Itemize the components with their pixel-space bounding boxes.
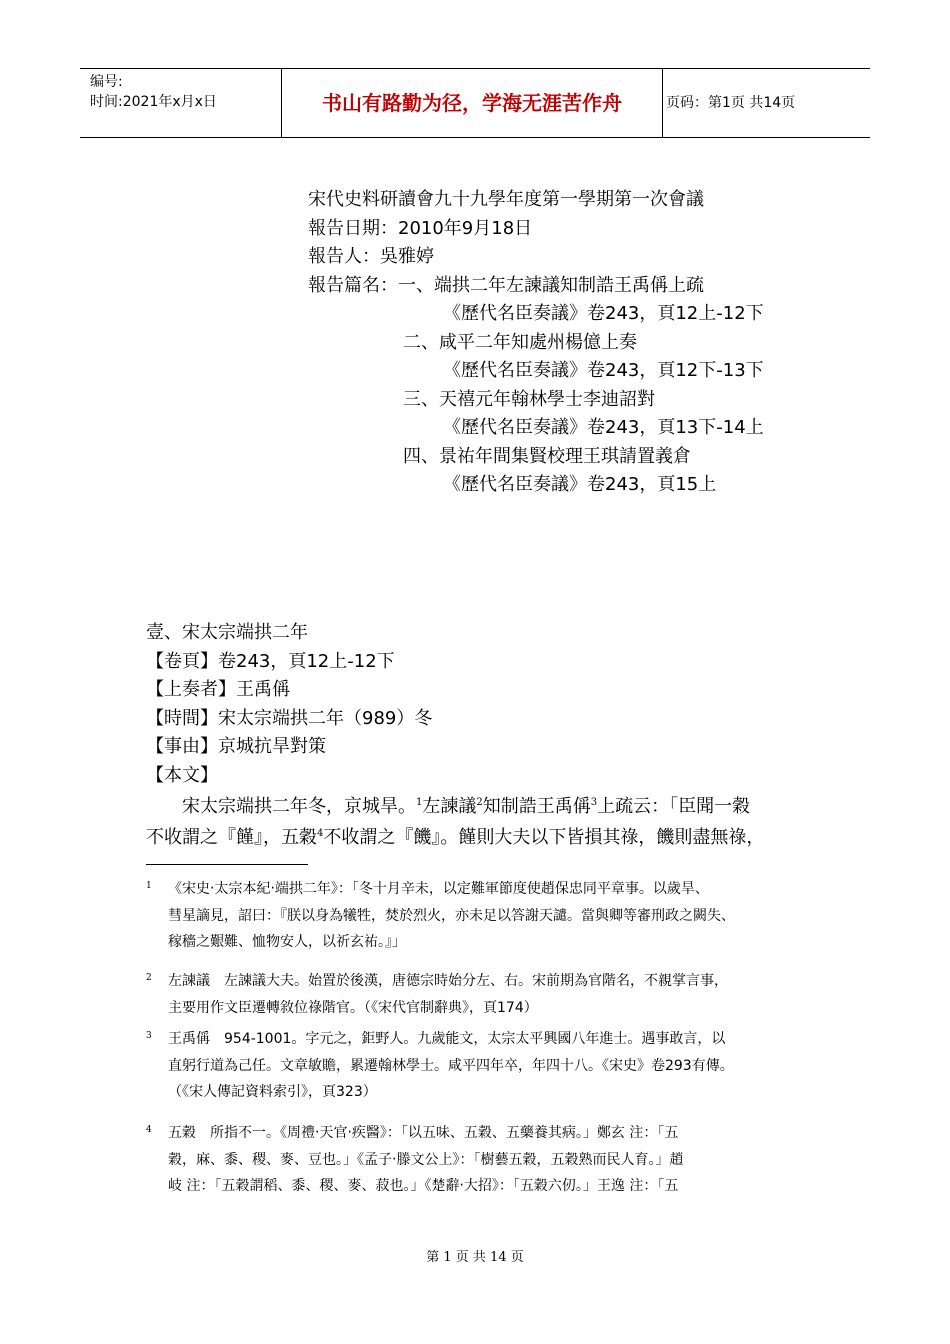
footnote xyxy=(146,968,826,1021)
footnote-line: 左諫議 左諫議大夫。始置於後漢，唐德宗時始分左、右。宋前期為官階名，不親掌言事， xyxy=(168,973,728,989)
report-date: 報告日期：2010年9月18日 xyxy=(308,217,533,239)
section-time: 【時間】宋太宗端拱二年（989）冬 xyxy=(146,707,433,729)
section-juan: 【卷頁】卷243，頁12上-12下 xyxy=(146,650,395,672)
article-title: 二、咸平二年知處州楊億上奏 xyxy=(403,331,637,353)
footnote xyxy=(146,1120,826,1200)
section-author: 【上奏者】王禹偁 xyxy=(146,679,290,700)
body-text xyxy=(146,791,826,853)
footnote-line: 彗星謫見，詔曰：『朕以身為犧牲，焚於烈火，亦未足以答謝天譴。當與卿等審刑政之闕失、 xyxy=(168,907,735,924)
article-title: 三、天禧元年翰林學士李迪詔對 xyxy=(403,388,655,410)
footnote-separator xyxy=(146,864,308,865)
footnote-number: 4 xyxy=(146,1125,152,1135)
footnote xyxy=(146,876,826,956)
body-line: 不收謂之『饉』，五穀$^4$不收謂之『饑』。饉則大夫以下皆損其祿，饑則盡無祿， xyxy=(146,827,765,848)
footnote-line: 穀，麻、黍、稷、麥、豆也。」《孟子‧滕文公上》：「樹藝五穀，五穀熟而民人育。」趙 xyxy=(168,1151,684,1168)
section-cause: 【事由】京城抗旱對策 xyxy=(146,736,326,757)
footnote-number: 3 xyxy=(146,1031,152,1041)
footnote-ref[interactable]: 1 xyxy=(416,797,423,808)
article-source: 《歷代名臣奏議》卷243，頁12下-13下 xyxy=(443,360,764,381)
article-row xyxy=(308,272,764,301)
footnote-line: 岐 注：「五穀謂稻、黍、稷、麥、菽也。」《楚辭‧大招》：「五穀六仞。」王逸 注：「五 xyxy=(168,1178,679,1194)
footnote-number: 2 xyxy=(146,973,152,983)
header-motto: 书山有路勤为径，学海无涯苦作舟 xyxy=(322,91,622,115)
header-left xyxy=(90,72,217,112)
section-text-label: 【本文】 xyxy=(146,764,218,786)
article-source: 《歷代名臣奏議》卷243，頁12上-12下 xyxy=(443,303,764,324)
date-label: 时间:2021年x月x日 xyxy=(90,94,217,110)
footnote-line: 五穀 所指不一。《周禮‧天官‧疾醫》：「以五味、五穀、五藥養其病。」鄭玄 注：「五 xyxy=(168,1125,679,1141)
section-heading: 壹、宋太宗端拱二年 xyxy=(146,622,308,643)
article-source: 《歷代名臣奏議》卷243，頁13下-14上 xyxy=(443,417,764,438)
header-divider xyxy=(662,69,663,137)
page-footer: 第 1 页 共 14 页 xyxy=(426,1250,524,1265)
footnote-ref[interactable]: 4 xyxy=(317,828,324,839)
footnote-line: 直躬行道為己任。文章敏贍，累遷翰林學士。咸平四年卒，年四十八。《宋史》卷293有傳。 xyxy=(168,1057,734,1074)
footnote-line: 《宋史‧太宗本紀‧端拱二年》：「冬十月辛未，以定難軍節度使趙保忠同平章事。以歲旱、 xyxy=(168,881,709,897)
footnote-line: 王禹偁 954-1001。字元之，鉅野人。九歲能文，太宗太平興國八年進士。遇事敢言，以 xyxy=(168,1031,726,1047)
article-title: 四、景祐年間集賢校理王琪請置義倉 xyxy=(403,445,691,467)
page-header xyxy=(80,68,870,138)
footnote-number: 1 xyxy=(146,881,152,891)
footnote-line: 稼穡之艱難、恤物安人，以祈玄祐。』」 xyxy=(168,934,406,950)
meeting-title: 宋代史料研讀會九十九學年度第一學期第一次會議 xyxy=(308,189,704,210)
section-info xyxy=(146,619,432,790)
meeting-info xyxy=(308,186,764,500)
footnote-ref[interactable]: 3 xyxy=(590,797,598,808)
footnote-line: （《宋人傳記資料索引》，頁323） xyxy=(168,1084,377,1100)
article-source: 《歷代名臣奏議》卷243，頁15上 xyxy=(443,474,717,495)
number-label: 编号: xyxy=(90,74,123,90)
footnote-line: 主要用作文臣遷轉敘位祿階官。（《宋代官制辭典》，頁174） xyxy=(168,999,538,1016)
footnote-ref[interactable]: 2 xyxy=(476,797,483,808)
header-page-info: 页码：第1页 共14页 xyxy=(666,95,796,111)
footnote xyxy=(146,1026,826,1106)
reporter: 報告人：吳雅婷 xyxy=(308,246,434,267)
header-divider xyxy=(281,69,282,137)
article-title: 一、端拱二年左諫議知制誥王禹偁上疏 xyxy=(398,274,704,296)
body-line: 宋太宗端拱二年冬，京城旱。$^1$左諫議$^2$知制誥王禹偁$^3$上疏云：「臣聞一穀 xyxy=(182,796,751,817)
articles-label: 報告篇名： xyxy=(308,274,398,296)
